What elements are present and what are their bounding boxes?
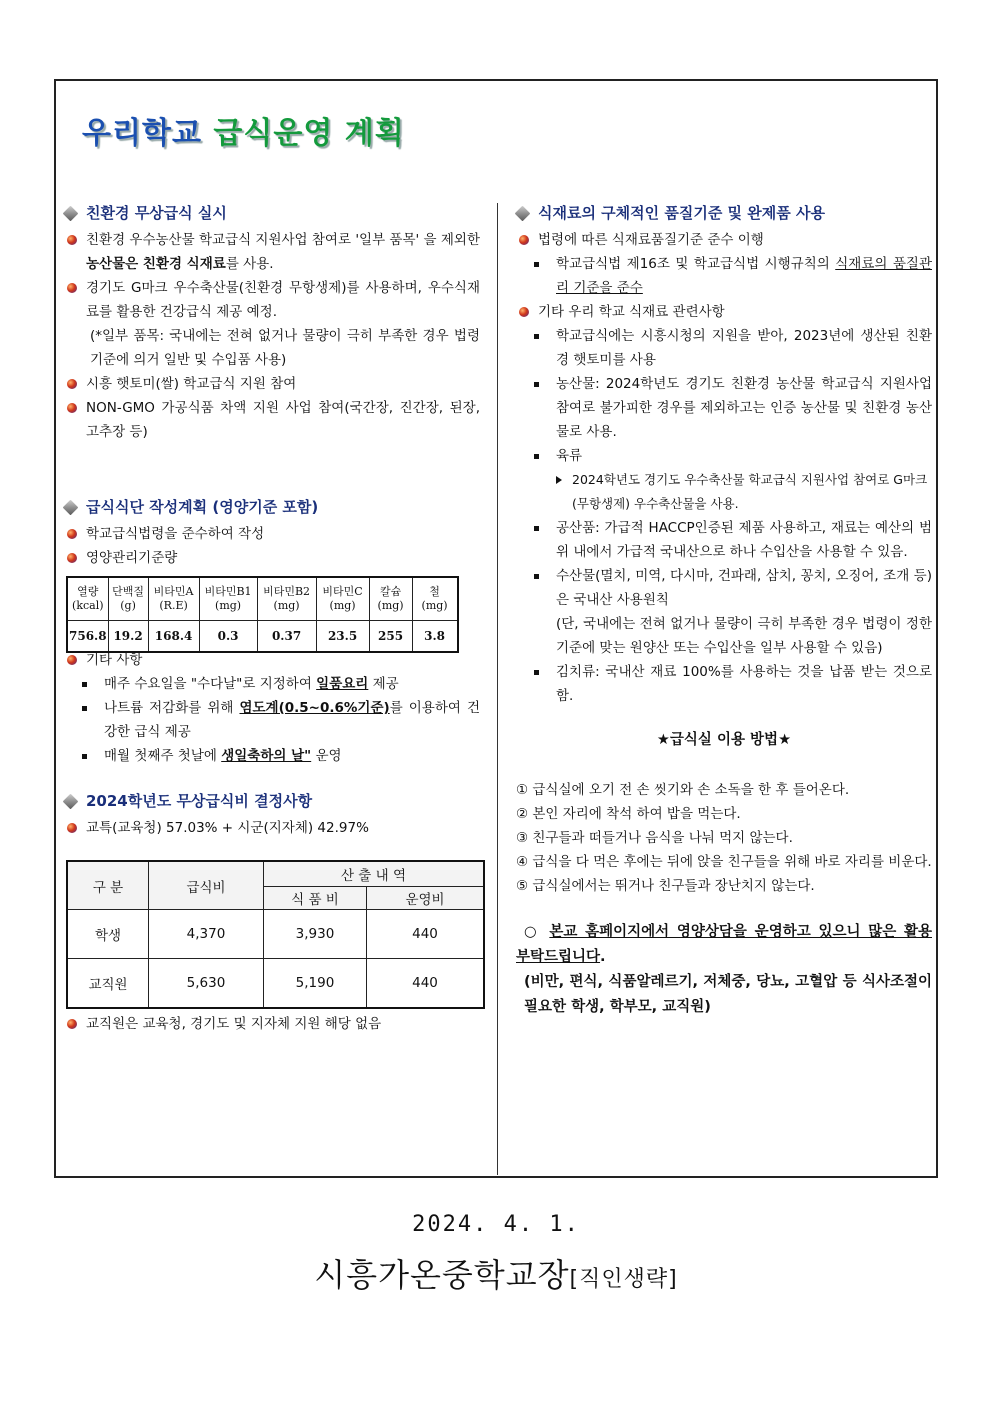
fee-cell: 5,190 (264, 959, 367, 1009)
bullet-fee-ratio: 교특(교육청) 57.03% + 시군(지자체) 42.97% (64, 816, 480, 840)
fee-header-oper: 운영비 (367, 887, 485, 910)
cube-bullet-icon (63, 205, 79, 221)
fee-header-gubun: 구 분 (67, 861, 149, 910)
nutrition-value-cell: 23.5 (316, 621, 369, 653)
usage-rule: ② 본인 자리에 착석 하여 밥을 먹는다. (516, 806, 741, 822)
fee-header-calc: 산 출 내 역 (264, 861, 485, 887)
gmark-note: (*일부 품목: 국내에는 전혀 없거나 물량이 극히 부족한 경우 법령 기준에 의거 일반 및 수입품 사용) (90, 328, 480, 368)
nutrition-header-cell: 철 (mg) (412, 577, 458, 621)
consultation-notice: ○ 본교 홈페이지에서 영양상담을 운영하고 있으니 많은 활용 부탁드립니다. (516, 924, 932, 965)
nutrition-value-cell: 168.4 (148, 621, 199, 653)
signature-line: 시흥가온중학교장[직인생략] (314, 1256, 678, 1294)
item-kimchi: 김치류: 국내산 재료 100%를 사용하는 것을 납품 받는 것으로 함. (516, 660, 932, 708)
fee-cell: 440 (367, 910, 485, 959)
nutrition-header-cell: 칼슘 (mg) (369, 577, 412, 621)
bullet-rice: 시흥 햇토미(쌀) 학교급식 지원 참여 (64, 372, 480, 396)
usage-rule: ⑤ 급식실에서는 뛰거나 친구들과 장난치지 않는다. (516, 878, 815, 894)
nutrition-header-cell: 열량 (kcal) (67, 577, 108, 621)
column-divider (497, 203, 498, 1175)
bullet-nongmo: NON-GMO 가공식품 차액 지원 사업 참여(국간장, 진간장, 된장, 고추장 등) (64, 396, 480, 444)
bullet-staff-note: 교직원은 교육청, 경기도 및 지자체 지원 해당 없음 (64, 1012, 480, 1036)
section-heading-eco: 친환경 무상급식 실시 (64, 200, 480, 226)
nutrition-header-cell: 비타민C (mg) (316, 577, 369, 621)
nutrition-value-cell: 756.8 (67, 621, 108, 653)
fee-header-row (67, 861, 484, 887)
item-law-16: 학교급식법 제16조 및 학교급식법 시행규칙의 식재료의 품질관리 기준을 준수 (516, 252, 932, 300)
title-part2: 급식운영 계획 (213, 116, 405, 151)
bullet-quality-law: 법령에 따른 식재료품질기준 준수 이행 (516, 228, 932, 252)
nutrition-value-cell: 0.3 (199, 621, 257, 653)
fee-row-student (67, 910, 484, 959)
item-meat: 육류 (516, 444, 932, 468)
consultation-target: (비만, 편식, 식품알레르기, 저체중, 당뇨, 고혈압 등 식사조절이 필요한 학생, 학부모, 교직원) (524, 974, 932, 1015)
nutrition-header-cell: 비타민B1 (mg) (199, 577, 257, 621)
item-sodium: 나트륨 저감화를 위해 염도계(0.5~0.6%기준)를 이용하여 건강한 급식 제공 (64, 696, 480, 744)
bullet-nutrition-standard: 영양관리기준량 (64, 546, 480, 570)
nutrition-value-cell: 0.37 (257, 621, 316, 653)
section-heading-fee: 2024학년도 무상급식비 결정사항 (64, 788, 480, 814)
item-produce: 농산물: 2024학년도 경기도 친환경 농산물 학교급식 지원사업 참여로 불가피한 경우를 제외하고는 인증 농산물 및 친환경 농산물로 사용. (516, 372, 932, 444)
page-title (82, 108, 405, 152)
fee-table (66, 860, 485, 1009)
item-seafood: 수산물(멸치, 미역, 다시마, 건파래, 삼치, 꽁치, 오징어, 조개 등)은 국내산 사용원칙 (516, 564, 932, 612)
fee-cell: 4,370 (149, 910, 264, 959)
nutrition-table (66, 576, 459, 653)
fee-header-fee: 급식비 (149, 861, 264, 910)
nutrition-value-cell: 255 (369, 621, 412, 653)
fee-cell: 3,930 (264, 910, 367, 959)
cube-bullet-icon (63, 499, 79, 515)
seafood-note: (단, 국내에는 전혀 없거나 물량이 극히 부족한 경우 법령이 정한 기준에 맞는 원양산 또는 수입산을 일부 사용할 수 있음) (556, 616, 932, 656)
left-column (64, 200, 480, 840)
fee-header-food: 식 품 비 (264, 887, 367, 910)
title-part1: 우리학교 (82, 116, 214, 151)
item-rice-support: 학교급식에는 시흥시청의 지원을 받아, 2023년에 생산된 친환경 햇토미를 사용 (516, 324, 932, 372)
nutrition-header-cell: 단백질 (g) (108, 577, 148, 621)
cube-bullet-icon (63, 793, 79, 809)
bullet-eco-produce: 친환경 우수농산물 학교급식 지원사업 참여로 '일부 품목' 을 제외한 농산물은 친환경 식재료를 사용. (64, 228, 480, 276)
item-wednesday: 매주 수요일을 "수다날"로 지정하여 일품요리 제공 (64, 672, 480, 696)
nutrition-header-cell: 비타민A (R.E) (148, 577, 199, 621)
nutrition-value-row (67, 621, 458, 653)
section-heading-menu: 급식식단 작성계획 (영양기준 포함) (64, 494, 480, 520)
nutrition-header-row (67, 577, 458, 621)
fee-cell: 교직원 (67, 959, 149, 1009)
fee-cell: 5,630 (149, 959, 264, 1009)
usage-rules (516, 778, 932, 898)
item-birthday: 매월 첫째주 첫날에 생일축하의 날" 운영 (64, 744, 480, 768)
usage-rule: ④ 급식을 다 먹은 후에는 뒤에 앉을 친구들을 위해 바로 자리를 비운다. (516, 854, 932, 870)
item-processed: 공산품: 가급적 HACCP인증된 제품 사용하고, 재료는 예산의 범위 내에서 가급적 국내산으로 하나 수입산을 사용할 수 있음. (516, 516, 932, 564)
right-column (516, 200, 932, 1020)
nutrition-value-cell: 19.2 (108, 621, 148, 653)
usage-title: ★급식실 이용 방법★ (656, 732, 792, 748)
issue-date: 2024. 4. 1. (412, 1212, 580, 1237)
bullet-menu-law: 학교급식법령을 준수하여 작성 (64, 522, 480, 546)
cube-bullet-icon (515, 205, 531, 221)
usage-rule: ③ 친구들과 떠들거나 음식을 나눠 먹지 않는다. (516, 830, 793, 846)
item-meat-detail: 2024학년도 경기도 우수축산물 학교급식 지원사업 참여로 G마크(무항생제) 우수축산물을 사용. (516, 468, 932, 516)
section-heading-quality: 식재료의 구체적인 품질기준 및 완제품 사용 (516, 200, 932, 226)
fee-cell: 440 (367, 959, 485, 1009)
bullet-gmark: 경기도 G마크 우수축산물(친환경 무항생제)를 사용하며, 우수식재료를 활용한 건강급식 제공 예정. (64, 276, 480, 324)
fee-note-block (64, 1012, 480, 1036)
nutrition-value-cell: 3.8 (412, 621, 458, 653)
nutrition-header-cell: 비타민B2 (mg) (257, 577, 316, 621)
bullet-other: 기타 사항 (64, 648, 480, 672)
usage-rule: ① 급식실에 오기 전 손 씻기와 손 소독을 한 후 들어온다. (516, 782, 850, 798)
fee-row-staff (67, 959, 484, 1009)
fee-cell: 학생 (67, 910, 149, 959)
bullet-other-ingredients: 기타 우리 학교 식재료 관련사항 (516, 300, 932, 324)
